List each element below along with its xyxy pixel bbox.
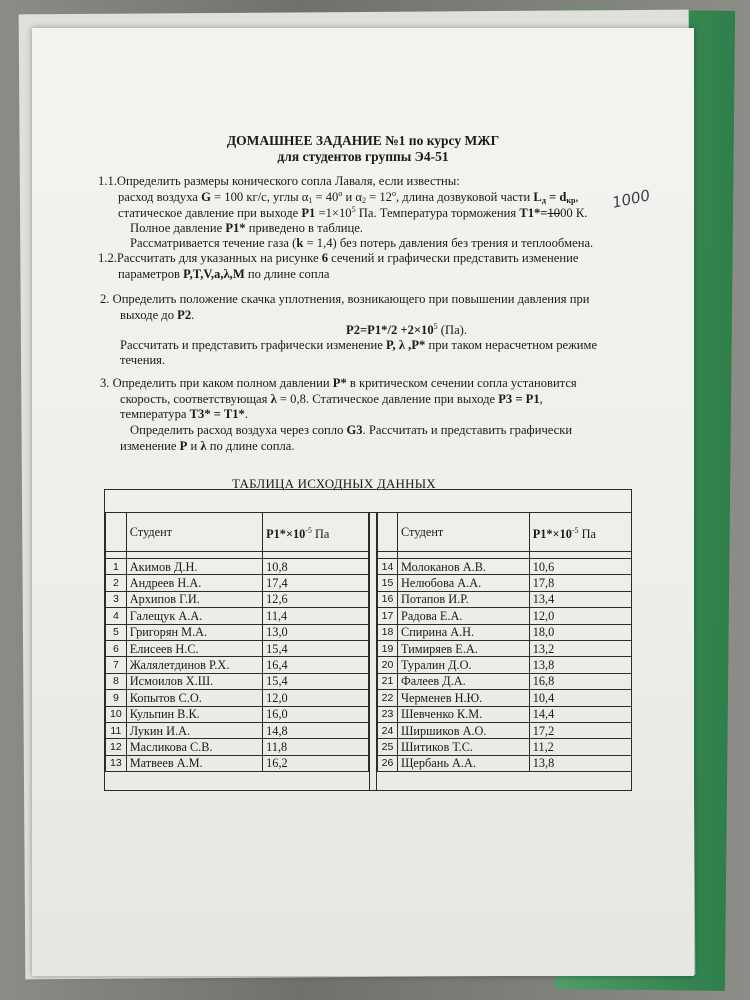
homework-sheet: [32, 28, 694, 976]
pressure-value: 11,4: [263, 608, 369, 624]
task3-line1: 3. Определить при каком полном давлении P* в критическом сечении сопла установится: [100, 376, 577, 390]
header-num-cell: [378, 513, 398, 552]
pressure-value: 14,8: [263, 722, 369, 738]
pressure-value: 13,8: [529, 755, 631, 771]
row-number: 5: [106, 624, 127, 640]
table-row: [106, 608, 369, 624]
table-row: [378, 722, 632, 738]
row-number: 3: [106, 591, 127, 607]
student-name: Ширшиков А.О.: [398, 722, 530, 738]
table-row: [106, 673, 369, 689]
task3-line4: Определить расход воздуха через сопло G3. Рассчитать и представить графически: [130, 423, 573, 437]
table-row: [378, 640, 632, 656]
row-number: 26: [378, 755, 398, 771]
student-name: Туралин Д.О.: [398, 657, 530, 673]
table-row: [106, 575, 369, 591]
student-name: Лукин И.А.: [126, 722, 262, 738]
table-row: [378, 657, 632, 673]
task1-line3: статическое давление при выходе $P1 =1\times 10^5$ Па. Температура торможения T1*=1000 К.: [118, 205, 588, 220]
source-data-table: [104, 489, 632, 791]
row-number: 23: [378, 706, 398, 722]
table-right-half: [376, 512, 632, 790]
pressure-value: 13,0: [263, 624, 369, 640]
row-number: 19: [378, 640, 398, 656]
row-number: 25: [378, 739, 398, 755]
row-number: 9: [106, 690, 127, 706]
student-name: Матвеев А.М.: [126, 755, 262, 771]
pressure-value: 17,2: [529, 722, 631, 738]
student-name: Шевченко К.М.: [398, 706, 530, 722]
pressure-value: 17,4: [263, 575, 369, 591]
task2-line4: Рассчитать и представить графически изменение P, λ ,P* при таком нерасчетном режиме: [120, 338, 598, 352]
handwritten-note: 1000: [610, 186, 652, 212]
pressure-value: 15,4: [263, 640, 369, 656]
student-name: Черменев Н.Ю.: [398, 690, 530, 706]
table-top-row: [105, 490, 631, 513]
table-row: [378, 755, 632, 771]
pressure-value: 16,2: [263, 755, 369, 771]
page-subtitle: для студентов группы Э4-51: [277, 149, 449, 164]
table-left-half: [105, 512, 370, 790]
row-number: 15: [378, 575, 398, 591]
student-name: Нелюбова А.А.: [398, 575, 530, 591]
student-name: Щербань А.А.: [398, 755, 530, 771]
student-name: Радова Е.А.: [398, 608, 530, 624]
row-number: 2: [106, 575, 127, 591]
pressure-value: 14,4: [529, 706, 631, 722]
row-number: 16: [378, 591, 398, 607]
pressure-value: 16,8: [529, 673, 631, 689]
student-name: Галещук А.А.: [126, 608, 262, 624]
student-name: Елисеев Н.С.: [126, 640, 262, 656]
row-number: 13: [106, 755, 127, 771]
pressure-value: 11,2: [529, 739, 631, 755]
student-name: Фалеев Д.А.: [398, 673, 530, 689]
table-row: [378, 591, 632, 607]
page-title: ДОМАШНЕЕ ЗАДАНИЕ №1 по курсу МЖГ: [226, 133, 500, 148]
pressure-value: 16,4: [263, 657, 369, 673]
table-row: [378, 575, 632, 591]
row-number: 14: [378, 559, 398, 575]
table-row: [106, 624, 369, 640]
table-row: [378, 690, 632, 706]
header-value: $P1*\times 10^{-5}$ Па: [529, 513, 631, 552]
table-row: [378, 673, 632, 689]
task3-line3: температура T3* = T1*.: [120, 407, 249, 421]
table-row: [378, 624, 632, 640]
pressure-value: 18,0: [529, 624, 631, 640]
table-row: [378, 608, 632, 624]
student-name: Акимов Д.Н.: [126, 559, 262, 575]
student-name: Спирина А.Н.: [398, 624, 530, 640]
task2-line1: 2. Определить положение скачка уплотнения, возникающего при повышении давления при: [100, 292, 590, 306]
row-number: 12: [106, 739, 127, 755]
row-number: 17: [378, 608, 398, 624]
row-number: 4: [106, 608, 127, 624]
table-header-row: [106, 513, 369, 552]
header-student: Студент: [398, 513, 530, 552]
row-number: 7: [106, 657, 127, 673]
table-row: [106, 739, 369, 755]
table-row: [378, 706, 632, 722]
header-num-cell: [106, 513, 127, 552]
table-row: [106, 722, 369, 738]
row-number: 8: [106, 673, 127, 689]
pressure-value: 10,6: [529, 559, 631, 575]
row-number: 22: [378, 690, 398, 706]
task1-line7: параметров P,T,V,a,λ,M по длине сопла: [118, 267, 330, 281]
pressure-value: 15,4: [263, 673, 369, 689]
header-value: $P1*\times 10^{-5}$ Па: [263, 513, 369, 552]
pressure-value: 10,4: [529, 690, 631, 706]
student-name: Шитиков Т.С.: [398, 739, 530, 755]
pressure-value: 13,2: [529, 640, 631, 656]
pressure-value: 10,8: [263, 559, 369, 575]
task3-line5: изменение P и λ по длине сопла.: [120, 439, 295, 453]
row-number: 6: [106, 640, 127, 656]
table-row: [106, 657, 369, 673]
student-name: Андреев Н.А.: [126, 575, 262, 591]
row-number: 21: [378, 673, 398, 689]
table-spacer-row: [106, 552, 369, 559]
student-name: Жалялетдинов Р.Х.: [126, 657, 262, 673]
row-number: 10: [106, 706, 127, 722]
pressure-value: 13,8: [529, 657, 631, 673]
pressure-value: 11,8: [263, 739, 369, 755]
task1-line6: 1.2.Рассчитать для указанных на рисунке 6 сечений и графически представить изменение: [98, 251, 579, 265]
student-name: Копытов С.О.: [126, 690, 262, 706]
student-name: Архипов Г.И.: [126, 591, 262, 607]
task2-line2: выходе до P2.: [120, 308, 195, 322]
student-name: Потапов И.Р.: [398, 591, 530, 607]
student-name: Масликова С.В.: [126, 739, 262, 755]
task3-line2: скорость, соответствующая λ = 0,8. Статическое давление при выходе P3 = P1,: [120, 392, 543, 406]
pressure-value: 12,0: [529, 608, 631, 624]
table-row: [378, 559, 632, 575]
table-header-row: [378, 513, 632, 552]
row-number: 20: [378, 657, 398, 673]
student-name: Тимиряев Е.А.: [398, 640, 530, 656]
table-row: [106, 706, 369, 722]
row-number: 1: [106, 559, 127, 575]
table-row: [106, 559, 369, 575]
task1-line2: расход воздуха G = 100 кг/с, углы $\alpha_1 = 40^o$ и $\alpha_2 = 12^o$, длина дозвуковой части $L_д = d_{кр}$,: [118, 189, 579, 205]
row-number: 18: [378, 624, 398, 640]
table-title: ТАБЛИЦА ИСХОДНЫХ ДАННЫХ: [232, 476, 436, 491]
task1-line5: Рассматривается течение газа (k = 1,4) без потерь давления без трения и теплообмена.: [130, 236, 594, 250]
pressure-value: 12,6: [263, 591, 369, 607]
task2-formula: $P2=P1*/2 +2\times 10^5$ (Па).: [346, 322, 468, 337]
table-spacer-row: [378, 552, 632, 559]
task1-line4: Полное давление P1* приведено в таблице.: [130, 221, 363, 235]
table-row: [106, 640, 369, 656]
student-name: Исмоилов Х.Ш.: [126, 673, 262, 689]
task2-line5: течения.: [120, 353, 166, 367]
table-row: [378, 739, 632, 755]
table-row: [106, 755, 369, 771]
table-row: [106, 690, 369, 706]
pressure-value: 13,4: [529, 591, 631, 607]
student-name: Кульпин В.К.: [126, 706, 262, 722]
pressure-value: 12,0: [263, 690, 369, 706]
table-row: [106, 591, 369, 607]
student-name: Григорян М.А.: [126, 624, 262, 640]
student-name: Молоканов А.В.: [398, 559, 530, 575]
pressure-value: 17,8: [529, 575, 631, 591]
header-student: Студент: [126, 513, 262, 552]
task1-line1: 1.1.Определить размеры конического сопла Лаваля, если известны:: [98, 174, 460, 188]
pressure-value: 16,0: [263, 706, 369, 722]
row-number: 11: [106, 722, 127, 738]
row-number: 24: [378, 722, 398, 738]
